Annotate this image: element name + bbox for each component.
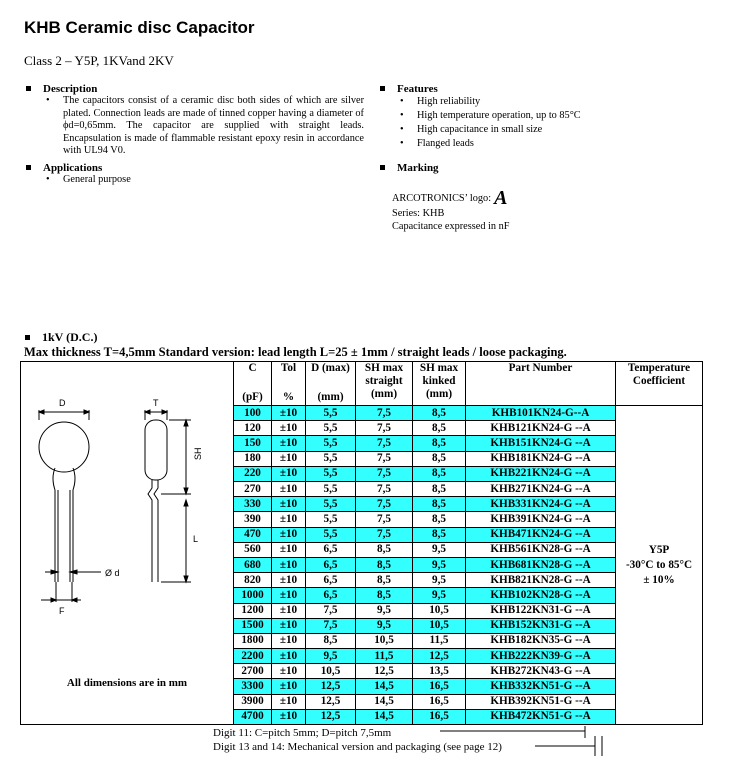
- applications-heading: Applications: [43, 162, 103, 174]
- cell-diameter: 6,5: [306, 573, 356, 588]
- cell-sh-kinked: 8,5: [413, 482, 466, 497]
- cell-diameter: 5,5: [306, 527, 356, 542]
- cell-part-number: KHB821KN28-G --A: [466, 573, 616, 588]
- col-header-sh-straight: SH max straight (mm): [356, 362, 413, 406]
- dim-label-od: Ø d: [105, 568, 120, 578]
- description-section: [26, 83, 364, 158]
- cell-diameter: 5,5: [306, 466, 356, 481]
- page-subtitle: Class 2 – Y5P, 1KVand 2KV: [24, 53, 174, 68]
- page-title: KHB Ceramic disc Capacitor: [24, 18, 255, 37]
- cell-tolerance: ±10: [272, 542, 306, 557]
- description-list: [26, 95, 364, 158]
- cell-sh-kinked: 8,5: [413, 466, 466, 481]
- cell-diameter: 5,5: [306, 421, 356, 436]
- section-subheading: Max thickness T=4,5mm Standard version: lead length L=25 ± 1mm / straight leads / loose packaging.: [24, 345, 567, 359]
- cell-sh-straight: 8,5: [356, 588, 413, 603]
- cell-temperature-coefficient: [616, 406, 703, 725]
- cell-part-number: KHB121KN24-G --A: [466, 421, 616, 436]
- cell-diameter: 12,5: [306, 679, 356, 694]
- cell-part-number: KHB332KN51-G --A: [466, 679, 616, 694]
- cell-capacitance: 330: [234, 497, 272, 512]
- cell-sh-kinked: 8,5: [413, 527, 466, 542]
- marking-series: Series: KHB: [392, 208, 445, 219]
- cell-sh-straight: 7,5: [356, 497, 413, 512]
- cell-sh-straight: 7,5: [356, 482, 413, 497]
- description-text: • The capacitors consist of a ceramic disc both sides of which are silver plated. Connection leads are made of tinned copper having a diameter of ϕd=0,65mm. The capacitor are supplied with straight leads. Encapsulation is made of flammable resistant epoxy resin in accordance with UL94 V0.: [26, 95, 364, 158]
- dim-label-t: T: [153, 398, 159, 408]
- cell-diameter: 9,5: [306, 649, 356, 664]
- cell-capacitance: 2700: [234, 664, 272, 679]
- cell-tolerance: ±10: [272, 482, 306, 497]
- cell-sh-kinked: 9,5: [413, 542, 466, 557]
- cell-sh-kinked: 16,5: [413, 679, 466, 694]
- cell-tolerance: ±10: [272, 527, 306, 542]
- marking-details: [392, 187, 510, 233]
- cell-sh-straight: 7,5: [356, 527, 413, 542]
- cell-sh-kinked: 8,5: [413, 436, 466, 451]
- cell-tolerance: ±10: [272, 573, 306, 588]
- cell-tolerance: ±10: [272, 436, 306, 451]
- cell-capacitance: 1200: [234, 603, 272, 618]
- cell-tolerance: ±10: [272, 664, 306, 679]
- cell-diameter: 12,5: [306, 694, 356, 709]
- col-header-sh-kinked: SH max kinked (mm): [413, 362, 466, 406]
- cell-capacitance: 220: [234, 466, 272, 481]
- temperature-line: -30°C to 85°C: [625, 558, 693, 571]
- cell-sh-straight: 7,5: [356, 451, 413, 466]
- cell-tolerance: ±10: [272, 466, 306, 481]
- cell-tolerance: ±10: [272, 512, 306, 527]
- cell-capacitance: 150: [234, 436, 272, 451]
- cell-sh-straight: 14,5: [356, 709, 413, 724]
- cell-sh-straight: 7,5: [356, 512, 413, 527]
- cell-tolerance: ±10: [272, 421, 306, 436]
- description-heading: Description: [43, 83, 98, 95]
- cell-tolerance: ±10: [272, 694, 306, 709]
- cell-part-number: KHB391KN24-G --A: [466, 512, 616, 527]
- cell-part-number: KHB681KN28-G --A: [466, 557, 616, 572]
- cell-sh-straight: 8,5: [356, 573, 413, 588]
- marking-heading: Marking: [397, 162, 439, 174]
- cell-diameter: 8,5: [306, 633, 356, 648]
- cell-part-number: KHB472KN51-G --A: [466, 709, 616, 724]
- note-digit-13-14: Digit 13 and 14: Mechanical version and packaging (see page 12): [213, 741, 502, 753]
- cell-sh-straight: 7,5: [356, 466, 413, 481]
- table-body: [21, 362, 703, 725]
- features-section: [380, 83, 680, 151]
- cell-part-number: KHB222KN39-G --A: [466, 649, 616, 664]
- cell-capacitance: 270: [234, 482, 272, 497]
- cell-sh-kinked: 9,5: [413, 573, 466, 588]
- cell-capacitance: 2200: [234, 649, 272, 664]
- cell-sh-straight: 10,5: [356, 633, 413, 648]
- logo-label: ARCOTRONICS’ logo:: [392, 193, 492, 204]
- cell-tolerance: ±10: [272, 679, 306, 694]
- bullet-square-icon: [380, 165, 385, 170]
- cell-sh-kinked: 13,5: [413, 664, 466, 679]
- cell-sh-straight: 14,5: [356, 694, 413, 709]
- dim-label-f: F: [59, 606, 65, 616]
- cell-sh-straight: 7,5: [356, 436, 413, 451]
- cell-tolerance: ±10: [272, 557, 306, 572]
- note-bracket-lines: [440, 726, 610, 766]
- cell-diameter: 6,5: [306, 557, 356, 572]
- list-item: • High reliability: [380, 95, 680, 109]
- capacitor-table: [20, 361, 703, 725]
- marking-section: [380, 162, 680, 174]
- col-header-temperature: Temperature Coefficient: [616, 362, 703, 406]
- cell-diameter: 5,5: [306, 406, 356, 421]
- applications-section: [26, 162, 326, 187]
- list-item: • Flanged leads: [380, 137, 680, 151]
- cell-sh-straight: 8,5: [356, 542, 413, 557]
- cell-part-number: KHB101KN24-G--A: [466, 406, 616, 421]
- cell-part-number: KHB152KN31-G --A: [466, 618, 616, 633]
- list-item: • High temperature operation, up to 85°C: [380, 109, 680, 123]
- cell-diameter: 12,5: [306, 709, 356, 724]
- cell-sh-kinked: 8,5: [413, 512, 466, 527]
- dimension-drawing-cell: [21, 362, 234, 725]
- capacitor-dimension-drawing: [21, 362, 233, 724]
- cell-part-number: KHB102KN28-G --A: [466, 588, 616, 603]
- cell-capacitance: 3300: [234, 679, 272, 694]
- cell-tolerance: ±10: [272, 649, 306, 664]
- col-header-part-number: Part Number: [466, 362, 616, 406]
- dim-label-sh: SH: [193, 447, 203, 460]
- cell-sh-straight: 7,5: [356, 421, 413, 436]
- cell-sh-straight: 9,5: [356, 603, 413, 618]
- cell-part-number: KHB122KN31-G --A: [466, 603, 616, 618]
- cell-diameter: 7,5: [306, 603, 356, 618]
- cell-capacitance: 1800: [234, 633, 272, 648]
- bullet-square-icon: [26, 86, 31, 91]
- cell-part-number: KHB561KN28-G --A: [466, 542, 616, 557]
- cell-sh-straight: 7,5: [356, 406, 413, 421]
- cell-sh-straight: 8,5: [356, 557, 413, 572]
- cell-part-number: KHB331KN24-G --A: [466, 497, 616, 512]
- cell-diameter: 7,5: [306, 618, 356, 633]
- cell-diameter: 6,5: [306, 542, 356, 557]
- cell-capacitance: 1500: [234, 618, 272, 633]
- cell-sh-kinked: 11,5: [413, 633, 466, 648]
- cell-tolerance: ±10: [272, 709, 306, 724]
- cell-sh-straight: 12,5: [356, 664, 413, 679]
- cell-tolerance: ±10: [272, 497, 306, 512]
- cell-sh-kinked: 8,5: [413, 497, 466, 512]
- cell-diameter: 10,5: [306, 664, 356, 679]
- temperature-line: ± 10%: [643, 573, 675, 586]
- list-item: • General purpose: [26, 174, 326, 187]
- cell-diameter: 5,5: [306, 482, 356, 497]
- cell-tolerance: ±10: [272, 588, 306, 603]
- cell-sh-kinked: 10,5: [413, 603, 466, 618]
- cell-tolerance: ±10: [272, 406, 306, 421]
- cell-sh-kinked: 8,5: [413, 451, 466, 466]
- cell-part-number: KHB272KN43-G --A: [466, 664, 616, 679]
- all-dimensions-note: All dimensions are in mm: [66, 677, 188, 689]
- cell-tolerance: ±10: [272, 451, 306, 466]
- cell-sh-kinked: 16,5: [413, 709, 466, 724]
- cell-sh-straight: 11,5: [356, 649, 413, 664]
- cell-capacitance: 560: [234, 542, 272, 557]
- cell-capacitance: 120: [234, 421, 272, 436]
- cell-capacitance: 1000: [234, 588, 272, 603]
- cell-diameter: 5,5: [306, 436, 356, 451]
- cell-diameter: 5,5: [306, 451, 356, 466]
- list-item: • High capacitance in small size: [380, 123, 680, 137]
- cell-sh-straight: 9,5: [356, 618, 413, 633]
- bullet-square-icon: [25, 335, 30, 340]
- col-header-d: D (max) (mm): [306, 362, 356, 406]
- col-header-tol: Tol %: [272, 362, 306, 406]
- features-list: [380, 95, 680, 151]
- cell-part-number: KHB151KN24-G --A: [466, 436, 616, 451]
- cell-capacitance: 4700: [234, 709, 272, 724]
- cell-capacitance: 680: [234, 557, 272, 572]
- cell-tolerance: ±10: [272, 633, 306, 648]
- arcotronics-logo-icon: A: [494, 187, 508, 209]
- cell-part-number: KHB471KN24-G --A: [466, 527, 616, 542]
- applications-list: [26, 174, 326, 187]
- cell-capacitance: 820: [234, 573, 272, 588]
- cell-capacitance: 390: [234, 512, 272, 527]
- cell-sh-straight: 14,5: [356, 679, 413, 694]
- cell-sh-kinked: 9,5: [413, 588, 466, 603]
- cell-diameter: 6,5: [306, 588, 356, 603]
- cell-sh-kinked: 8,5: [413, 421, 466, 436]
- cell-part-number: KHB392KN51-G --A: [466, 694, 616, 709]
- cell-part-number: KHB221KN24-G --A: [466, 466, 616, 481]
- cell-capacitance: 470: [234, 527, 272, 542]
- features-heading: Features: [397, 83, 438, 95]
- cell-diameter: 5,5: [306, 512, 356, 527]
- cell-part-number: KHB182KN35-G --A: [466, 633, 616, 648]
- dim-label-l: L: [193, 534, 199, 544]
- cell-capacitance: 180: [234, 451, 272, 466]
- bullet-square-icon: [26, 165, 31, 170]
- cell-sh-kinked: 16,5: [413, 694, 466, 709]
- temperature-line: Y5P: [648, 543, 670, 556]
- cell-sh-kinked: 9,5: [413, 557, 466, 572]
- cell-diameter: 5,5: [306, 497, 356, 512]
- note-digit-11: Digit 11: C=pitch 5mm; D=pitch 7,5mm: [213, 727, 392, 739]
- cell-part-number: KHB271KN24-G --A: [466, 482, 616, 497]
- marking-capacitance: Capacitance expressed in nF: [392, 221, 510, 232]
- cell-capacitance: 100: [234, 406, 272, 421]
- cell-part-number: KHB181KN24-G --A: [466, 451, 616, 466]
- cell-tolerance: ±10: [272, 603, 306, 618]
- cell-tolerance: ±10: [272, 618, 306, 633]
- dim-label-d: D: [59, 398, 66, 408]
- cell-capacitance: 3900: [234, 694, 272, 709]
- cell-sh-kinked: 8,5: [413, 406, 466, 421]
- col-header-c: C (pF): [234, 362, 272, 406]
- cell-sh-kinked: 12,5: [413, 649, 466, 664]
- bullet-square-icon: [380, 86, 385, 91]
- section-heading: 1kV (D.C.): [25, 330, 97, 345]
- cell-sh-kinked: 10,5: [413, 618, 466, 633]
